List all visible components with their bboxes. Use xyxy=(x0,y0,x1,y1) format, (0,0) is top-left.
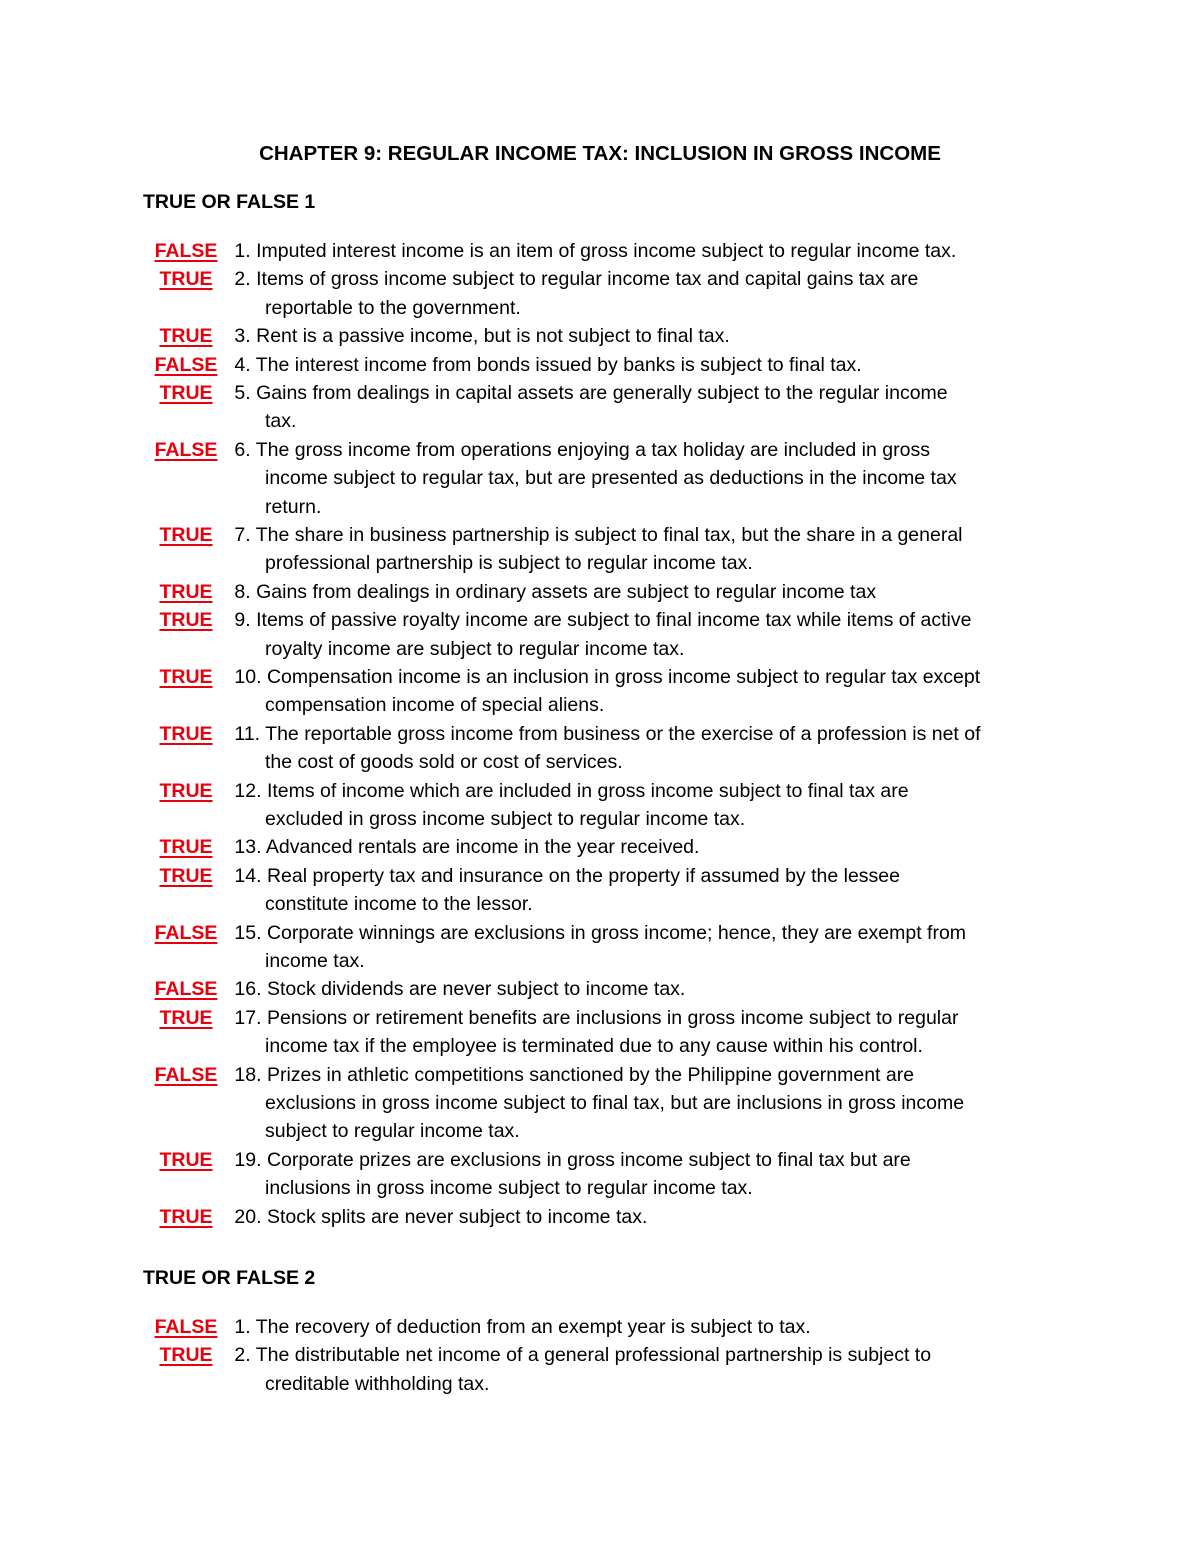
question-text: Gains from dealings in capital assets are generally subject to the regular income xyxy=(256,382,948,404)
question-number: 16. xyxy=(234,978,262,1001)
answer-true: TRUE xyxy=(159,864,213,887)
question-text: subject to regular income tax. xyxy=(265,1120,520,1143)
question-number: 1. xyxy=(234,240,251,262)
question-continuation-line xyxy=(143,493,1143,521)
question-item xyxy=(143,322,1143,350)
question-text: income tax. xyxy=(265,949,365,972)
question-text: excluded in gross income subject to regular income tax. xyxy=(265,807,746,830)
question-first-line xyxy=(143,1203,1143,1231)
question-item xyxy=(143,1004,1143,1061)
answer-true: TRUE xyxy=(159,580,213,603)
question-number: 13. xyxy=(234,836,262,859)
question-number: 11. xyxy=(234,722,261,745)
question-item xyxy=(143,436,1143,521)
answer-true: TRUE xyxy=(159,722,213,745)
question-text: Items of gross income subject to regular income tax and capital gains tax are xyxy=(256,268,919,291)
question-first-line xyxy=(143,975,1143,1003)
question-continuation-line xyxy=(143,1089,1143,1117)
answer-false: FALSE xyxy=(154,438,218,461)
question-first-line xyxy=(143,322,1143,350)
question-first-line xyxy=(143,720,1143,748)
page-title: CHAPTER 9: REGULAR INCOME TAX: INCLUSION IN GROSS INCOME xyxy=(259,142,941,165)
question-item xyxy=(143,1341,1143,1398)
question-text: Imputed interest income is an item of gross income subject to regular income tax. xyxy=(256,240,957,262)
question-item xyxy=(143,862,1143,919)
question-item xyxy=(143,720,1143,777)
section-heading: TRUE OR FALSE 1 xyxy=(143,191,316,213)
question-first-line xyxy=(143,379,1143,407)
question-text: Rent is a passive income, but is not subject to final tax. xyxy=(256,325,730,348)
question-continuation-line xyxy=(143,1370,1143,1398)
question-number: 10. xyxy=(234,666,262,688)
question-first-line xyxy=(143,521,1143,549)
question-text: Stock dividends are never subject to income tax. xyxy=(266,978,686,1001)
question-first-line xyxy=(143,237,1143,265)
question-continuation-line xyxy=(143,407,1143,435)
question-item xyxy=(143,578,1143,606)
question-number: 12. xyxy=(234,779,262,802)
question-number: 5. xyxy=(234,382,251,404)
question-number: 2. xyxy=(234,1344,251,1367)
question-text: professional partnership is subject to regular income tax. xyxy=(265,552,753,575)
question-text: reportable to the government. xyxy=(265,296,521,319)
answer-false: FALSE xyxy=(154,1316,218,1338)
question-text: The interest income from bonds issued by banks is subject to final tax. xyxy=(255,353,862,376)
question-text: royalty income are subject to regular income tax. xyxy=(265,637,685,660)
question-text: The gross income from operations enjoying a tax holiday are included in gross xyxy=(255,438,930,461)
question-continuation-line xyxy=(143,1032,1143,1060)
question-text: The share in business partnership is subject to final tax, but the share in a general xyxy=(255,524,963,546)
answer-true: TRUE xyxy=(159,779,213,802)
answer-true: TRUE xyxy=(159,325,213,348)
question-item xyxy=(143,975,1143,1003)
question-number: 4. xyxy=(234,353,251,376)
answer-true: TRUE xyxy=(159,268,213,291)
section-heading: TRUE OR FALSE 2 xyxy=(143,1267,316,1289)
question-first-line xyxy=(143,436,1143,464)
question-continuation-line xyxy=(143,691,1143,719)
answer-false: FALSE xyxy=(154,240,218,262)
question-item xyxy=(143,521,1143,578)
answer-false: FALSE xyxy=(154,921,218,944)
question-continuation-line xyxy=(143,748,1143,776)
question-number: 2. xyxy=(234,268,251,291)
answer-false: FALSE xyxy=(154,353,218,376)
question-number: 18. xyxy=(234,1063,262,1086)
question-number: 1. xyxy=(234,1316,251,1338)
question-text: Items of income which are included in gross income subject to final tax are xyxy=(266,779,909,802)
question-text: Compensation income is an inclusion in gross income subject to regular tax except xyxy=(266,666,981,688)
question-item xyxy=(143,1313,1143,1341)
question-continuation-line xyxy=(143,635,1143,663)
question-item xyxy=(143,237,1143,265)
question-text: Corporate prizes are exclusions in gross income subject to final tax but are xyxy=(266,1148,911,1171)
question-number: 7. xyxy=(234,524,251,546)
question-item xyxy=(143,1203,1143,1231)
question-continuation-line xyxy=(143,947,1143,975)
question-item xyxy=(143,606,1143,663)
answer-true: TRUE xyxy=(159,836,213,859)
question-text: Pensions or retirement benefits are inclusions in gross income subject to regular xyxy=(266,1006,959,1029)
question-continuation-line xyxy=(143,1174,1143,1202)
question-text: the cost of goods sold or cost of services. xyxy=(265,751,623,774)
question-number: 3. xyxy=(234,325,251,348)
question-text: Stock splits are never subject to income tax. xyxy=(266,1205,648,1228)
question-text: exclusions in gross income subject to final tax, but are inclusions in gross income xyxy=(265,1091,965,1114)
question-text: The recovery of deduction from an exempt year is subject to tax. xyxy=(255,1316,811,1338)
question-number: 9. xyxy=(234,609,251,632)
question-text: income subject to regular tax, but are presented as deductions in the income tax xyxy=(265,467,957,490)
question-first-line xyxy=(143,862,1143,890)
question-text: Prizes in athletic competitions sanctioned by the Philippine government are xyxy=(266,1063,915,1086)
question-item xyxy=(143,265,1143,322)
question-text: income tax if the employee is terminated due to any cause within his control. xyxy=(265,1035,923,1058)
question-text: The distributable net income of a general professional partnership is subject to xyxy=(255,1344,932,1367)
question-first-line xyxy=(143,1061,1143,1089)
question-number: 17. xyxy=(234,1006,262,1029)
question-text: creditable withholding tax. xyxy=(265,1372,490,1395)
question-first-line xyxy=(143,1341,1143,1369)
question-text: constitute income to the lessor. xyxy=(265,893,533,916)
answer-true: TRUE xyxy=(159,1148,213,1171)
question-text: Gains from dealings in ordinary assets are subject to regular income tax xyxy=(256,580,877,603)
question-continuation-line xyxy=(143,549,1143,577)
question-number: 20. xyxy=(234,1205,262,1228)
answer-true: TRUE xyxy=(159,1006,213,1029)
question-text: Items of passive royalty income are subject to final income tax while items of active xyxy=(256,609,972,632)
question-text: Real property tax and insurance on the property if assumed by the lessee xyxy=(266,864,900,887)
question-first-line xyxy=(143,578,1143,606)
question-first-line xyxy=(143,777,1143,805)
question-number: 8. xyxy=(234,580,251,603)
question-number: 15. xyxy=(234,921,262,944)
question-first-line xyxy=(143,919,1143,947)
question-item xyxy=(143,663,1143,720)
question-first-line xyxy=(143,1004,1143,1032)
question-first-line xyxy=(143,663,1143,691)
question-item xyxy=(143,919,1143,976)
question-item xyxy=(143,351,1143,379)
answer-true: TRUE xyxy=(159,524,213,546)
question-text: return. xyxy=(265,495,322,518)
question-item xyxy=(143,833,1143,861)
question-first-line xyxy=(143,1146,1143,1174)
question-first-line xyxy=(143,606,1143,634)
question-first-line xyxy=(143,1313,1143,1341)
answer-true: TRUE xyxy=(159,1205,213,1228)
question-text: compensation income of special aliens. xyxy=(265,694,605,717)
question-text: Corporate winnings are exclusions in gross income; hence, they are exempt from xyxy=(266,921,967,944)
question-item xyxy=(143,777,1143,834)
question-text: The reportable gross income from business or the exercise of a profession is net of xyxy=(265,722,981,745)
answer-false: FALSE xyxy=(154,978,218,1001)
question-continuation-line xyxy=(143,464,1143,492)
question-number: 6. xyxy=(234,438,251,461)
question-text: Advanced rentals are income in the year received. xyxy=(265,836,700,859)
question-item xyxy=(143,1061,1143,1146)
answer-true: TRUE xyxy=(159,1344,213,1367)
question-continuation-line xyxy=(143,294,1143,322)
question-text: inclusions in gross income subject to regular income tax. xyxy=(265,1177,753,1200)
answer-false: FALSE xyxy=(154,1063,218,1086)
question-first-line xyxy=(143,351,1143,379)
question-first-line xyxy=(143,833,1143,861)
answer-true: TRUE xyxy=(159,609,213,632)
question-first-line xyxy=(143,265,1143,293)
question-text: tax. xyxy=(265,410,297,433)
question-item xyxy=(143,1146,1143,1203)
answer-true: TRUE xyxy=(159,382,213,404)
question-continuation-line xyxy=(143,1117,1143,1145)
question-continuation-line xyxy=(143,890,1143,918)
question-number: 14. xyxy=(234,864,262,887)
question-continuation-line xyxy=(143,805,1143,833)
answer-true: TRUE xyxy=(159,666,213,688)
question-number: 19. xyxy=(234,1148,262,1171)
question-item xyxy=(143,379,1143,436)
